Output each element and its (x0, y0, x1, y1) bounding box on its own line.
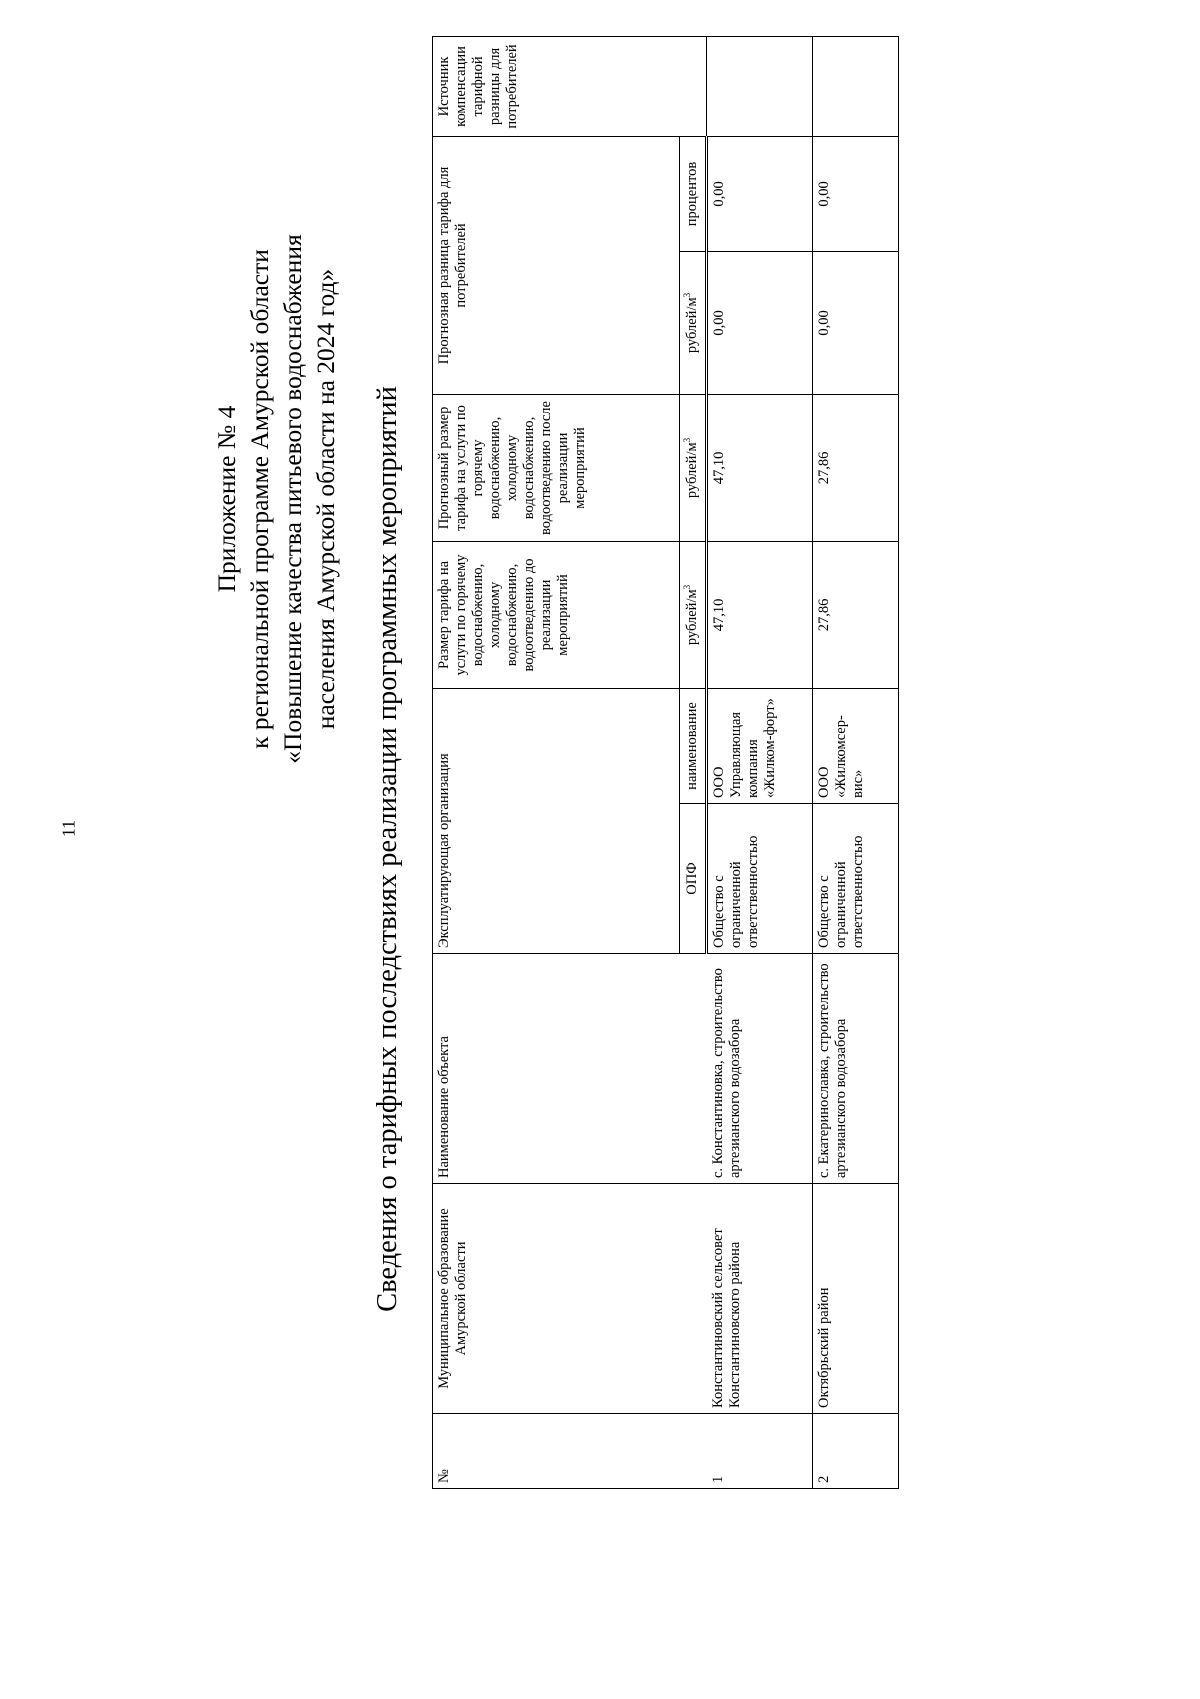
row-municipality: Константиновский сельсовет Константиновского района (707, 1184, 813, 1414)
row-org-name: ООО «Жилкомсер-вис» (813, 688, 899, 803)
row-compensation (813, 36, 899, 136)
header-num: № (433, 1414, 707, 1489)
appendix-header (210, 199, 342, 799)
subheader-unit-diff (680, 251, 707, 394)
row-num: 1 (707, 1414, 813, 1489)
unit-before-text: рублей/м (684, 589, 700, 646)
appendix-line-3: «Повышение качества питьевого водоснабжения (278, 234, 307, 764)
table-row (707, 36, 813, 1488)
header-compensation: Источник компенсации тарифной разницы для потребителей (433, 36, 707, 136)
document-title: Сведения о тарифных последствиях реализации программных мероприятий (372, 386, 403, 1312)
row-diff-rub: 0,00 (707, 251, 813, 394)
row-object: с. Екатеринославка, строительство артезианского водозабора (813, 954, 899, 1184)
header-row (433, 36, 680, 1488)
header-operator: Эксплуатирующая организация (433, 688, 680, 953)
header-tariff-before: Размер тарифа на услуги по горячему водоснабжению, холодному водоснабжению, водоотведению до реализации мероприятий (433, 541, 680, 688)
subheader-unit-after (680, 394, 707, 541)
unit-after-sup: 3 (682, 437, 693, 443)
unit-diff-sup: 3 (682, 292, 693, 298)
subheader-opf: ОПФ (680, 804, 707, 954)
subheader-unit-before (680, 541, 707, 688)
row-org-name: ООО Управляющая компания «Жилком-форт» (707, 688, 813, 803)
header-difference: Прогнозная разница тарифа для потребителей (433, 136, 680, 394)
subheader-name: наименование (680, 688, 707, 803)
appendix-line-2: к региональной программе Амурской области (245, 249, 274, 749)
row-tariff-before: 47,10 (707, 541, 813, 688)
unit-after-text: рублей/м (684, 442, 700, 499)
header-tariff-after: Прогнозный размер тарифа на услуги по горячему водоснабжению, холодному водоснабжению, водоотведению после реализации мероприятий (433, 394, 680, 541)
header-object: Наименование объекта (433, 954, 707, 1184)
header-municipality: Муниципальное образование Амурской области (433, 1184, 707, 1414)
appendix-line-1: Приложение № 4 (212, 405, 241, 593)
appendix-line-4: населения Амурской области на 2024 год» (311, 268, 340, 730)
row-diff-pct: 0,00 (813, 136, 899, 251)
row-tariff-before: 27,86 (813, 541, 899, 688)
row-diff-pct: 0,00 (707, 136, 813, 251)
row-diff-rub: 0,00 (813, 251, 899, 394)
row-municipality: Октябрьский район (813, 1184, 899, 1414)
row-opf: Общество с ограниченной ответственностью (813, 804, 899, 954)
row-tariff-after: 27,86 (813, 394, 899, 541)
unit-diff-text: рублей/м (684, 297, 700, 354)
row-tariff-after: 47,10 (707, 394, 813, 541)
unit-before-sup: 3 (682, 584, 693, 590)
rotated-sheet (150, 44, 1200, 1599)
tariff-table (432, 36, 899, 1489)
page-number: 11 (58, 819, 79, 838)
subheader-percent: процентов (680, 136, 707, 251)
row-object: с. Константиновка, строительство артезианского водозабора (707, 954, 813, 1184)
row-num: 2 (813, 1414, 899, 1489)
row-compensation (707, 36, 813, 136)
row-opf: Общество с ограниченной ответственностью (707, 804, 813, 954)
table-row (813, 36, 899, 1488)
